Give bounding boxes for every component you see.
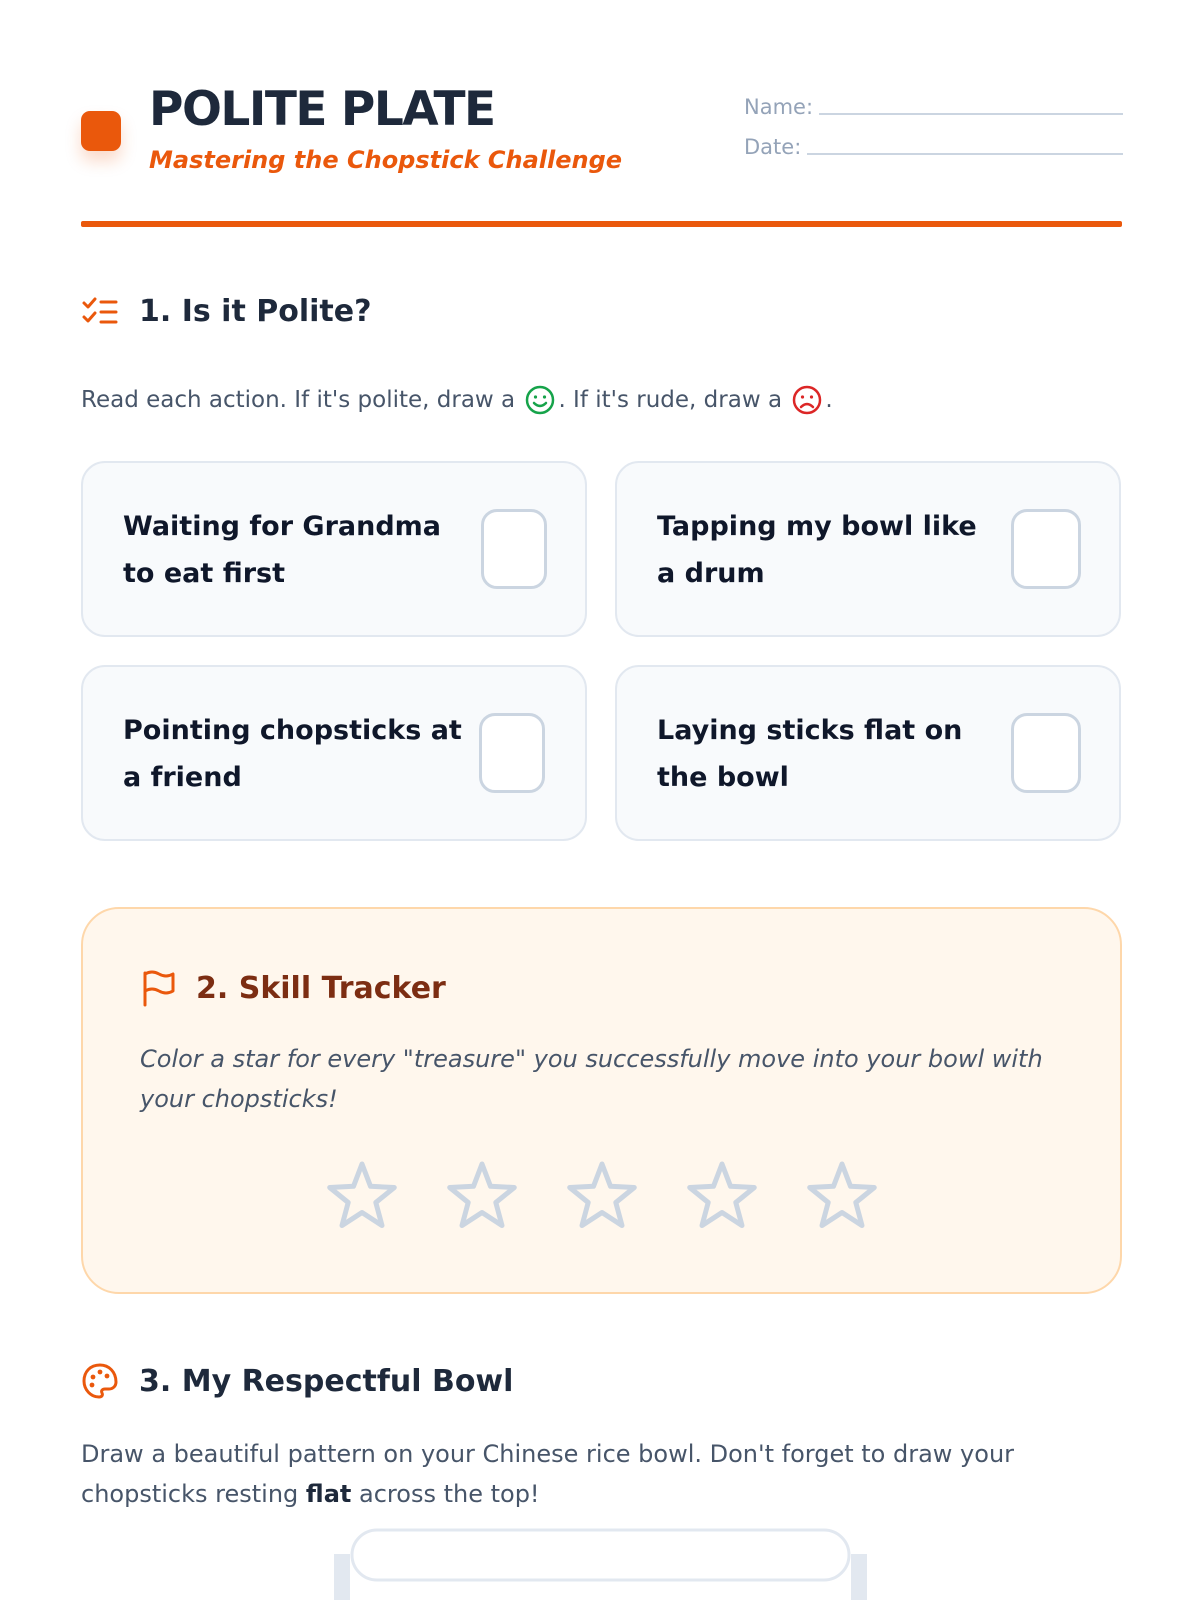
name-label: Name: [744,95,814,119]
action-card-4 [615,665,1121,841]
worksheet-title: POLITE PLATE [149,82,495,137]
worksheet-subtitle: Mastering the Chopstick Challenge [149,146,623,174]
star-icon[interactable] [564,1159,640,1231]
skill-tracker-panel [81,907,1122,1294]
action-card-text: Waiting for Grandma to eat first [123,511,442,589]
checklist-icon [81,295,119,329]
star-icon[interactable] [684,1159,760,1231]
section-1-heading [81,294,372,329]
action-card-text: Tapping my bowl like a drum [657,511,977,589]
logo-square [81,111,121,151]
section-2-title: 2. Skill Tracker [196,970,446,1006]
bowl-drawing-area[interactable] [334,1528,867,1600]
star-icon[interactable] [324,1159,400,1231]
section-1-title: 1. Is it Polite? [139,294,372,329]
section-1-instructions [81,384,833,416]
bowl-instructions-2: across the top! [359,1480,540,1508]
section-3-heading [81,1362,513,1400]
section-2-instructions: Color a star for every "treasure" you successfully move into your bowl with your chopsticks! [140,1045,1043,1113]
answer-box[interactable] [481,509,547,589]
action-card-text: Laying sticks flat on the bowl [657,715,963,793]
bowl-instructions-1: Draw a beautiful pattern on your Chinese rice bowl. Don't forget to draw your chopsticks resting [81,1440,1015,1508]
bowl-left-edge [334,1554,350,1600]
section-3-title: 3. My Respectful Bowl [139,1363,514,1399]
answer-box[interactable] [1011,509,1081,589]
star-rating [83,1159,1120,1231]
date-field[interactable] [744,135,1123,159]
name-line [819,113,1123,115]
answer-box[interactable] [479,713,545,793]
date-line [807,153,1123,155]
action-card-3 [81,665,587,841]
name-field[interactable] [744,95,1123,119]
action-card-1 [81,461,587,637]
flag-icon [140,969,176,1007]
bowl-rim [352,1530,849,1580]
action-card-text: Pointing chopsticks at a friend [123,715,462,793]
header-divider [81,221,1122,227]
instructions-text-3: . [825,387,833,413]
answer-box[interactable] [1011,713,1081,793]
frown-face-icon [791,384,823,416]
palette-icon [81,1362,119,1400]
action-card-2 [615,461,1121,637]
star-icon[interactable] [444,1159,520,1231]
instructions-text-1: Read each action. If it's polite, draw a [81,387,516,413]
smile-face-icon [524,384,556,416]
date-label: Date: [744,135,802,159]
section-3-instructions [81,1434,1081,1514]
star-icon[interactable] [804,1159,880,1231]
bowl-right-edge [851,1554,867,1600]
section-2-heading [140,969,446,1007]
bowl-instructions-bold: flat [305,1480,352,1508]
instructions-text-2: . If it's rude, draw a [558,387,783,413]
